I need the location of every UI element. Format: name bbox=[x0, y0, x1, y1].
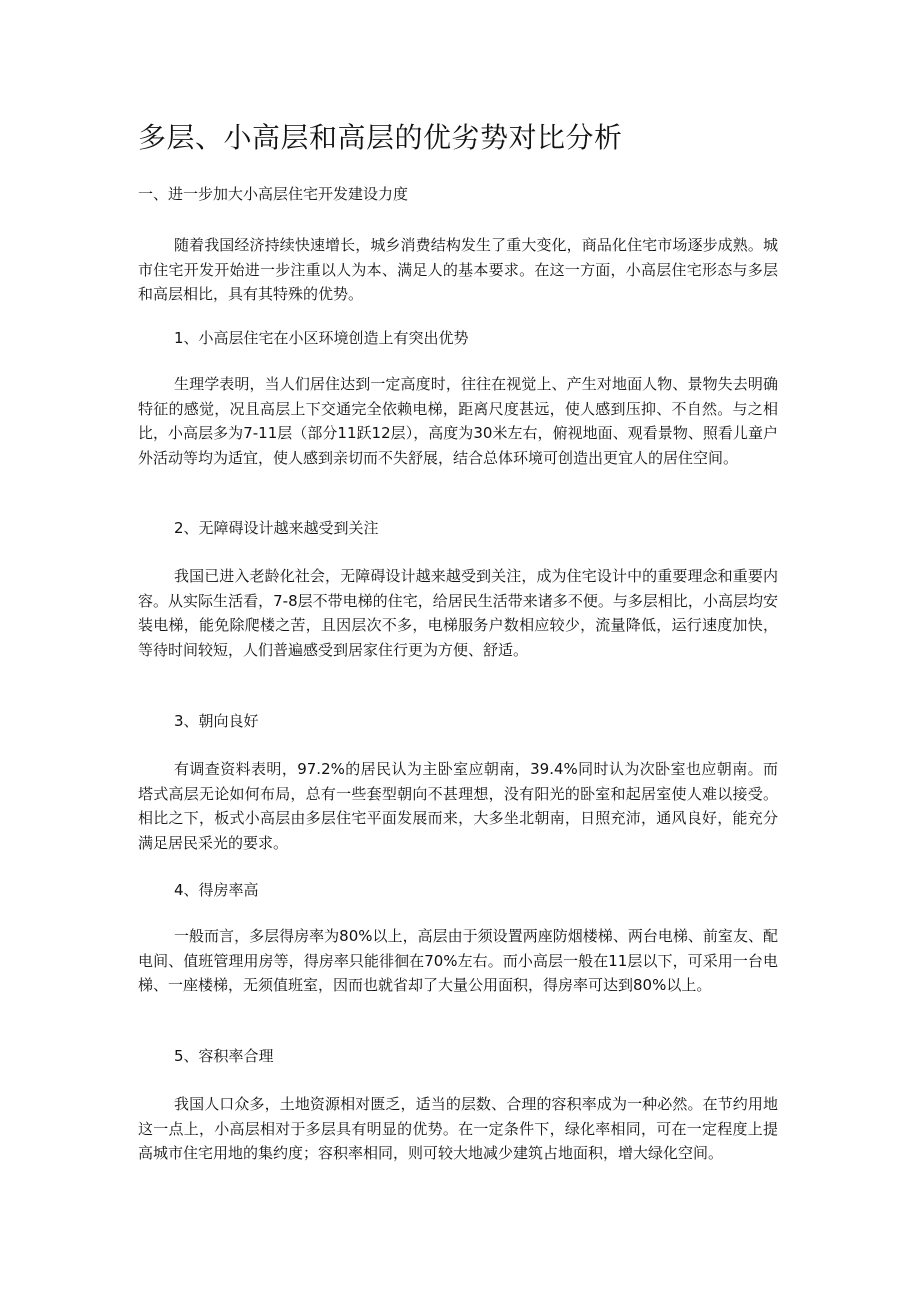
item-heading-5: 5、容积率合理 bbox=[174, 1047, 274, 1065]
intro-paragraph: 随着我国经济持续快速增长，城乡消费结构发生了重大变化，商品化住宅市场逐步成熟。城市住宅开发开始进一步注重以人为本、满足人的基本要求。在这一方面，小高层住宅形态与多层和高层相比，具有其特殊的优势。 bbox=[138, 236, 778, 303]
item-body-1: 生理学表明，当人们居住达到一定高度时，往往在视觉上、产生对地面人物、景物失去明确特征的感觉，况且高层上下交通完全依赖电梯，距离尺度甚远，使人感到压抑、不自然。与之相比，小高层多为7-11层（部分11跃12层），高度为30米左右，俯视地面、观看景物、照看儿童户外活动等均为适宜，使人感到亲切而不失舒展，结合总体环境可创造出更宜人的居住空间。 bbox=[138, 375, 778, 467]
item-heading-2: 2、无障碍设计越来越受到关注 bbox=[174, 519, 379, 537]
item-heading-1: 1、小高层住宅在小区环境创造上有突出优势 bbox=[174, 329, 469, 347]
item-body-3: 有调查资料表明，97.2%的居民认为主卧室应朝南，39.4%同时认为次卧室也应朝南。而塔式高层无论如何布局，总有一些套型朝向不甚理想，没有阳光的卧室和起居室使人难以接受。相比之下，板式小高层由多层住宅平面发展而来，大多坐北朝南，日照充沛，通风良好，能充分满足居民采光的要求。 bbox=[138, 760, 778, 852]
item-body-5: 我国人口众多，土地资源相对匮乏，适当的层数、合理的容积率成为一种必然。在节约用地这一点上，小高层相对于多层具有明显的优势。在一定条件下，绿化率相同，可在一定程度上提高城市住宅用地的集约度；容积率相同，则可较大地减少建筑占地面积，增大绿化空间。 bbox=[138, 1095, 778, 1162]
item-heading-3: 3、朝向良好 bbox=[174, 712, 259, 730]
item-body-2: 我国已进入老龄化社会，无障碍设计越来越受到关注，成为住宅设计中的重要理念和重要内容。从实际生活看，7-8层不带电梯的住宅，给居民生活带来诸多不便。与多层相比，小高层均安装电梯，能免除爬楼之苦，且因层次不多，电梯服务户数相应较少，流量降低，运行速度加快，等待时间较短，人们普遍感受到居家住行更为方便、舒适。 bbox=[138, 567, 778, 659]
document-title: 多层、小高层和高层的优劣势对比分析 bbox=[138, 121, 623, 154]
section-heading: 一、进一步加大小高层住宅开发建设力度 bbox=[138, 185, 409, 203]
item-body-4: 一般而言，多层得房率为80%以上，高层由于须设置两座防烟楼梯、两台电梯、前室友、配电间、值班管理用房等，得房率只能徘徊在70%左右。而小高层一般在11层以下，可采用一台电梯、一座楼梯，无须值班室，因而也就省却了大量公用面积，得房率可达到80%以上。 bbox=[138, 927, 778, 994]
item-heading-4: 4、得房率高 bbox=[174, 881, 259, 899]
